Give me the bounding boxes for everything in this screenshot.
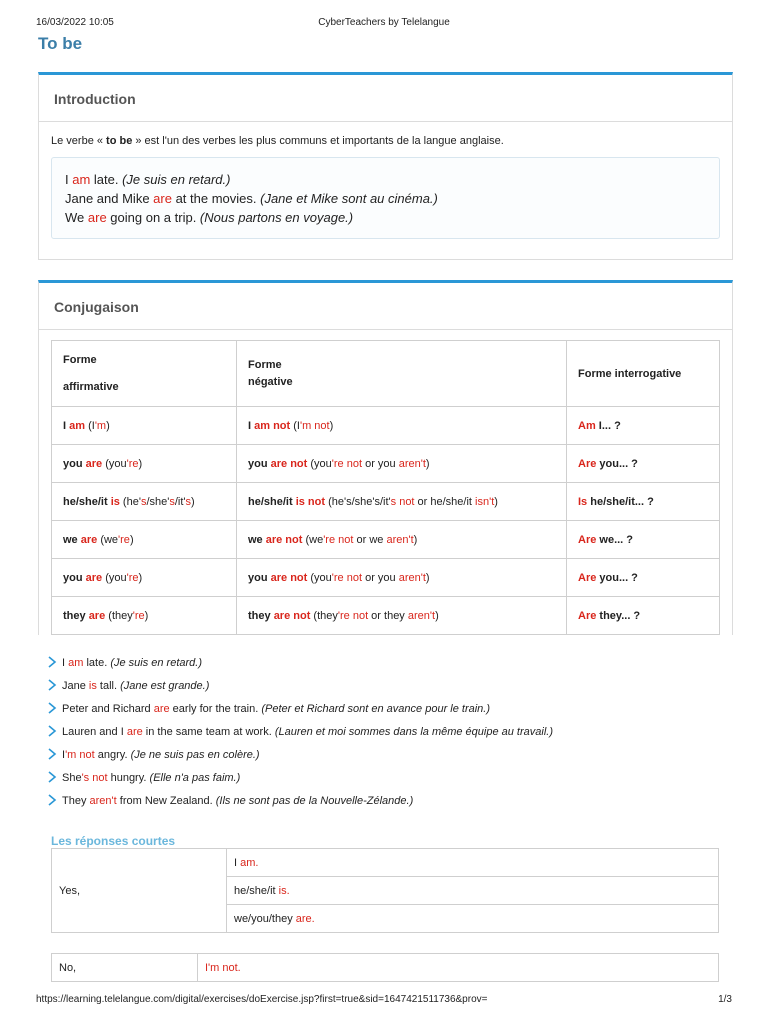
short-answer-cell: I'm not. [198,954,719,982]
intro-example: I am late. (Je suis en retard.) [65,172,231,187]
interrogative-cell: Are you... ? [567,445,720,483]
no-label: No, [52,954,198,982]
introduction-examples-box [51,157,720,239]
print-footer [36,994,732,1005]
print-date: 16/03/2022 10:05 [36,17,114,28]
yes-label: Yes, [52,849,227,933]
affirmative-cell: we are (we're) [52,521,237,559]
affirmative-cell: you are (you're) [52,445,237,483]
interrogative-cell: Are we... ? [567,521,720,559]
example-list [46,655,553,816]
negative-cell: I am not (I'm not) [237,407,567,445]
table-row [52,483,720,521]
table-row [52,445,720,483]
short-answers-title: Les réponses courtes [51,834,176,848]
chevron-right-icon [46,702,58,714]
interrogative-cell: Are they... ? [567,597,720,635]
list-item: Lauren and I are in the same team at work. (Lauren et moi sommes dans la même équipe au travail.) [46,724,553,747]
table-row [52,597,720,635]
table-row [52,849,719,877]
interrogative-cell: Is he/she/it... ? [567,483,720,521]
intro-example: Jane and Mike are at the movies. (Jane et Mike sont au cinéma.) [65,191,438,206]
list-item: I'm not angry. (Je ne suis pas en colère.) [46,747,553,770]
introduction-text: Le verbe « to be » est l'un des verbes les plus communs et importants de la langue anglaise. [51,135,504,147]
chevron-right-icon [46,656,58,668]
short-answer-cell: I am. [227,849,719,877]
short-answers-yes-table [51,848,719,933]
column-header-negative: Forme négative [237,341,567,407]
conjugation-panel [38,280,733,635]
table-row [52,559,720,597]
negative-cell: we are not (we're not or we aren't) [237,521,567,559]
introduction-panel [38,72,733,260]
chevron-right-icon [46,771,58,783]
chevron-right-icon [46,725,58,737]
short-answers-no-table [51,953,719,982]
chevron-right-icon [46,794,58,806]
negative-cell: you are not (you're not or you aren't) [237,445,567,483]
chevron-right-icon [46,748,58,760]
negative-cell: he/she/it is not (he's/she's/it's not or he/she/it isn't) [237,483,567,521]
intro-example: We are going on a trip. (Nous partons en voyage.) [65,210,354,225]
affirmative-cell: they are (they're) [52,597,237,635]
conjugation-heading: Conjugaison [39,283,732,330]
column-header-affirmative: Forme affirmative [52,341,237,407]
print-url: https://learning.telelangue.com/digital/exercises/doExercise.jsp?first=true&sid=1647421511736&prov= [36,994,488,1005]
table-header-row [52,341,720,407]
affirmative-cell: I am (I'm) [52,407,237,445]
table-row [52,954,719,982]
list-item: She's not hungry. (Elle n'a pas faim.) [46,770,553,793]
list-item: They aren't from New Zealand. (Ils ne sont pas de la Nouvelle-Zélande.) [46,793,553,816]
conjugation-table [51,340,720,635]
short-answer-cell: he/she/it is. [227,877,719,905]
negative-cell: they are not (they're not or they aren't) [237,597,567,635]
interrogative-cell: Are you... ? [567,559,720,597]
affirmative-cell: he/she/it is (he's/she's/it's) [52,483,237,521]
list-item: I am late. (Je suis en retard.) [46,655,553,678]
short-answer-cell: we/you/they are. [227,905,719,933]
introduction-heading: Introduction [39,75,732,122]
print-site-title: CyberTeachers by Telelangue [318,17,450,28]
list-item: Peter and Richard are early for the train. (Peter et Richard sont en avance pour le train.) [46,701,553,724]
interrogative-cell: Am I... ? [567,407,720,445]
print-header [36,17,732,31]
negative-cell: you are not (you're not or you aren't) [237,559,567,597]
list-item: Jane is tall. (Jane est grande.) [46,678,553,701]
affirmative-cell: you are (you're) [52,559,237,597]
page-count: 1/3 [718,994,732,1005]
chevron-right-icon [46,679,58,691]
column-header-interrogative: Forme interrogative [567,341,720,407]
table-row [52,407,720,445]
table-row [52,521,720,559]
page-title: To be [38,34,83,53]
